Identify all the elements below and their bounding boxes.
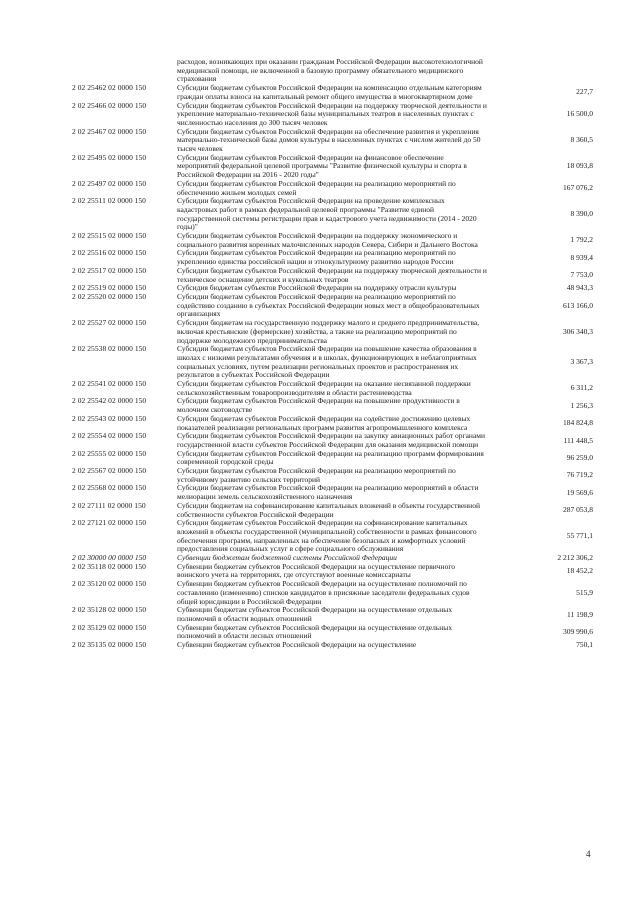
row-code: 2 02 27121 02 0000 150	[72, 518, 147, 528]
row-description: Субсидии бюджетам субъектов Российской Федерации на реализацию мероприятий по укреплению единства российской нации и этнокультурному развитию народов России	[177, 248, 456, 267]
row-amount: 8 390,0	[570, 209, 593, 219]
row-description: Субсидии бюджетам субъектов Российской Федерации на реализацию мероприятий в области мелиорации земель сельскохозяйственного назначения	[177, 483, 479, 502]
table-row	[72, 484, 594, 501]
row-description: Субсидии бюджетам субъектов Российской Федерации на проведение комплексных кадастровых работ в рамках федеральной целевой программы "Развитие единой государственной системы регистрации прав и кадастрового учета недвижимости (2014 - 2020 годы)"	[177, 196, 477, 232]
row-description: Субсидии бюджетам субъектов Российской Федерации на поддержку творческой деятельности и техническое оснащение детских и кукольных театров	[177, 265, 487, 284]
row-description: Субсидии бюджетам субъектов Российской Федерации на реализацию программ формирования современной городской среды	[177, 448, 484, 467]
table-row	[72, 397, 594, 414]
row-amount: 1 256,3	[570, 400, 593, 410]
row-description: Субсидии бюджетам субъектов Российской Федерации на софинансирование капитальных вложений в объекты государственной (муниципальной) собственности в рамках финансового обеспечения программ, направленных на обеспечение безопасных и комфортных условий предоставления социальных услуг в сфере социального обслуживания	[177, 518, 477, 554]
row-description: Субсидия бюджетам субъектов Российской Федерации на поддержку отрасли культуры	[177, 283, 457, 293]
row-amount: 16 500,0	[566, 109, 593, 119]
table-row	[72, 606, 594, 623]
row-code: 2 02 25462 02 0000 150	[72, 83, 147, 93]
row-description: Субвенции бюджетам бюджетной системы Российской Федерации	[177, 553, 397, 563]
row-description: Субвенции бюджетам субъектов Российской Федерации на осуществление отдельных полномочий в области водных отношений	[177, 605, 453, 623]
row-description: расходов, возникающих при оказании гражданам Российской Федерации высокотехнологичной медицинской помощи, не включенной в базовую программу обязательного медицинского страхования	[177, 57, 483, 84]
row-code: 2 02 25538 02 0000 150	[72, 344, 147, 354]
row-code: 2 02 35135 02 0000 150	[72, 640, 147, 650]
row-description: Субсидии бюджетам субъектов Российской Федерации на компенсацию отдельным категориям граждан оплаты взноса на капитальный ремонт общего имущества в многоквартирном доме	[177, 83, 482, 101]
row-code: 2 02 35129 02 0000 150	[72, 622, 147, 632]
row-description: Субсидии бюджетам субъектов Российской Федерации на реализацию мероприятий по обеспечению жильем молодых семей	[177, 178, 456, 197]
table-row	[72, 58, 594, 84]
row-description: Субсидии бюджетам субъектов Российской Федерации на повышение продуктивности в молочном скотоводстве	[177, 396, 460, 415]
row-code: 2 02 25516 02 0000 150	[72, 248, 147, 258]
row-description: Субсидии бюджетам субъектов Российской Федерации на реализацию мероприятий по содействию созданию в субъектах Российской Федерации новых мест в общеобразовательных организациях	[177, 291, 480, 319]
table-row	[72, 563, 594, 580]
row-code: 2 02 25543 02 0000 150	[72, 413, 147, 423]
row-amount: 309 990,6	[563, 627, 593, 637]
table-row	[72, 267, 594, 284]
table-row	[72, 293, 594, 319]
row-code: 2 02 25519 02 0000 150	[72, 283, 147, 293]
row-amount: 167 076,2	[563, 183, 593, 193]
row-code: 2 02 25515 02 0000 150	[72, 231, 147, 241]
table-row	[72, 319, 594, 345]
table-row	[72, 154, 594, 180]
row-code: 2 02 27111 02 0000 150	[72, 500, 146, 510]
row-description: Субвенции бюджетам субъектов Российской Федерации на осуществление	[177, 640, 417, 650]
row-amount: 515,9	[576, 587, 593, 597]
row-amount: 18 452,2	[566, 566, 593, 576]
table-row	[72, 415, 594, 432]
row-amount: 76 719,2	[566, 470, 593, 480]
row-amount: 184 824,8	[563, 418, 593, 428]
row-amount: 11 198,9	[567, 609, 593, 619]
row-code: 2 02 25495 02 0000 150	[72, 152, 147, 162]
table-row	[72, 128, 594, 154]
row-description: Субвенции бюджетам субъектов Российской Федерации на осуществление первичного воинского учета на территориях, где отсутствуют военные комиссариаты	[177, 561, 455, 580]
row-code: 2 02 25527 02 0000 150	[72, 318, 147, 328]
row-code: 2 02 25554 02 0000 150	[72, 431, 147, 441]
row-code: 2 02 25555 02 0000 150	[72, 448, 147, 458]
row-description: Субсидии бюджетам субъектов Российской Федерации на оказание несвязанной поддержки сельскохозяйственным товаропроизводителям в области растениеводства	[177, 379, 471, 397]
row-code: 2 02 25511 02 0000 150	[72, 196, 146, 206]
row-code: 2 02 25520 02 0000 150	[72, 291, 147, 301]
page-number: 4	[586, 849, 591, 859]
row-description: Субсидии бюджетам субъектов Российской Федерации на повышение качества образования в школах с низкими результатами обучения и в школах, функционирующих в неблагоприятных социальных условиях, путем реализации региональных проектов и распространения их результатов в субъектах Российской Федерации	[177, 344, 477, 380]
table-row	[72, 345, 594, 380]
table-row	[72, 380, 594, 397]
row-description: Субсидии бюджетам субъектов Российской Федерации на поддержку экономического и социального развития коренных малочисленных народов Севера, Сибири и Дальнего Востока	[177, 231, 478, 249]
table-row	[72, 519, 594, 554]
row-description: Субсидии бюджетам на государственную поддержку малого и среднего предпринимательства, включая крестьянские (фермерские) хозяйства, а также на реализацию мероприятий по поддержке молодежного предпринимательства	[177, 318, 480, 345]
row-amount: 55 771,1	[566, 531, 593, 541]
row-amount: 3 367,3	[570, 357, 593, 367]
row-description: Субсидии бюджетам субъектов Российской Федерации на содействие достижению целевых показателей реализации региональных программ развития агропромышленного комплекса	[177, 413, 471, 432]
table-row	[72, 102, 594, 128]
row-description: Субсидии бюджетам субъектов Российской Федерации на реализацию мероприятий по устойчивому развитию сельских территорий	[177, 466, 456, 484]
row-description: Субсидии бюджетам субъектов Российской Федерации на закупку авиационных работ органами государственной власти субъектов Российской Федерации для оказания медицинской помощи	[177, 431, 486, 449]
table-row	[72, 180, 594, 197]
row-description: Субвенции бюджетам субъектов Российской Федерации на осуществление отдельных полномочий в области лесных отношений	[177, 622, 453, 641]
row-amount: 18 093,8	[566, 161, 593, 171]
row-code: 2 02 25466 02 0000 150	[72, 100, 147, 110]
budget-table	[72, 58, 594, 650]
row-amount: 96 259,0	[566, 452, 593, 462]
row-amount: 613 166,0	[563, 300, 593, 310]
row-amount: 8 939,4	[570, 252, 593, 262]
row-description: Субсидии бюджетам субъектов Российской Федерации на обеспечение развития и укрепления материально-технической базы домов культуры в населенных пунктах с числом жителей до 50 тысяч человек	[177, 126, 481, 154]
row-description: Субсидии бюджетам на софинансирование капитальных вложений в объекты государственной собственности субъектов Российской Федерации	[177, 500, 480, 519]
row-code: 2 02 25517 02 0000 150	[72, 265, 147, 275]
row-amount: 227,7	[576, 87, 593, 97]
table-row	[72, 624, 594, 641]
row-amount: 6 311,2	[570, 383, 593, 393]
row-code: 2 02 25568 02 0000 150	[72, 483, 147, 493]
row-amount: 48 943,3	[566, 283, 593, 293]
table-row	[72, 84, 594, 101]
row-code: 2 02 25497 02 0000 150	[72, 178, 147, 188]
table-row	[72, 249, 594, 266]
row-code: 2 02 35120 02 0000 150	[72, 579, 147, 589]
row-code: 2 02 25542 02 0000 150	[72, 396, 147, 406]
row-amount: 306 340,3	[563, 326, 593, 336]
table-row	[72, 197, 594, 232]
row-amount: 111 448,5	[563, 435, 593, 445]
row-description: Субсидии бюджетам субъектов Российской Федерации на поддержку творческой деятельности и укрепление материально-технической базы муниципальных театров в населенных пунктах с численностью населения до 300 тысяч человек	[177, 100, 487, 127]
table-row	[72, 232, 594, 249]
row-code: 2 02 30000 00 0000 150	[72, 553, 147, 563]
table-row	[72, 432, 594, 449]
table-row	[72, 467, 594, 484]
table-row	[72, 641, 594, 650]
row-amount: 8 360,5	[570, 135, 593, 145]
row-code	[72, 58, 175, 84]
row-amount	[487, 58, 594, 84]
row-code: 2 02 25467 02 0000 150	[72, 126, 147, 136]
row-amount: 287 053,8	[563, 505, 593, 515]
row-code: 2 02 35118 02 0000 150	[72, 561, 146, 571]
row-amount: 7 753,0	[570, 270, 593, 280]
row-description: Субвенции бюджетам субъектов Российской Федерации на осуществление полномочий по составлению (изменению) списков кандидатов в присяжные заседатели федеральных судов общей юрисдикции в Российской Федерации	[177, 579, 470, 606]
row-code: 2 02 35128 02 0000 150	[72, 605, 147, 615]
row-code: 2 02 25567 02 0000 150	[72, 466, 147, 476]
table-row	[72, 502, 594, 519]
table-row	[72, 450, 594, 467]
row-amount: 750,1	[576, 640, 593, 650]
row-amount: 1 792,2	[570, 235, 593, 245]
table-row	[72, 580, 594, 606]
row-description: Субсидии бюджетам субъектов Российской Федерации на финансовое обеспечение мероприятий федеральной целевой программы "Развитие физической культуры и спорта в Российской Федерации на 2016 - 2020 годы"	[177, 152, 467, 180]
row-amount: 2 212 306,2	[557, 553, 593, 563]
row-code: 2 02 25541 02 0000 150	[72, 379, 147, 389]
row-amount: 19 569,6	[566, 487, 593, 497]
